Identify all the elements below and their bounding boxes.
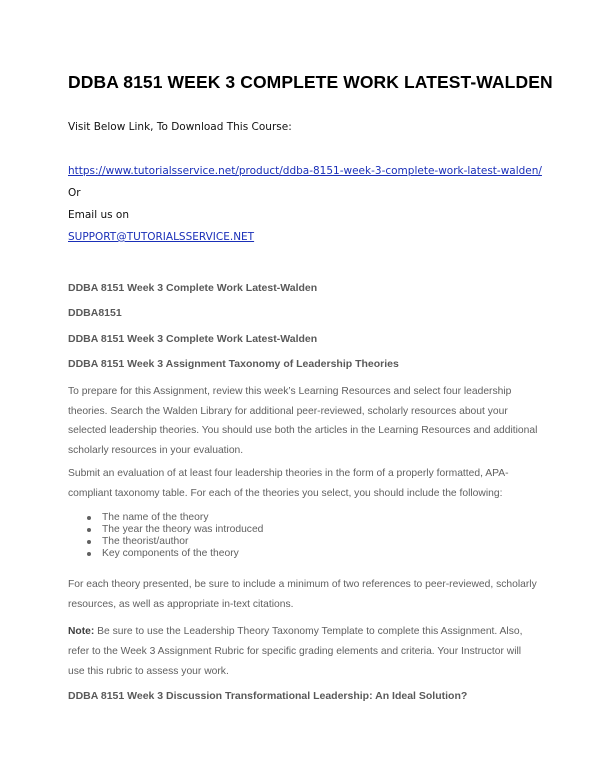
bullet-icon	[87, 540, 91, 544]
list-item-text: The theorist/author	[102, 536, 189, 547]
bullet-icon	[87, 528, 91, 532]
list-item	[87, 536, 263, 548]
course-download-link[interactable]: https://www.tutorialsservice.net/product/ddba-8151-week-3-complete-work-latest-walden/	[68, 165, 542, 177]
discussion-heading: DDBA 8151 Week 3 Discussion Transformational Leadership: An Ideal Solution?	[68, 690, 468, 702]
section-heading: DDBA 8151 Week 3 Complete Work Latest-Walden	[68, 333, 318, 345]
section-heading: DDBA 8151 Week 3 Complete Work Latest-Walden	[68, 282, 318, 294]
document-title: DDBA 8151 WEEK 3 COMPLETE WORK LATEST-WALDEN	[68, 72, 553, 92]
list-item	[87, 548, 263, 560]
or-text: Or	[68, 187, 81, 199]
references-paragraph: For each theory presented, be sure to include a minimum of two references to peer-reviewed, scholarly resources, as well as appropriate in-text citations.	[68, 579, 537, 610]
submission-paragraph: Submit an evaluation of at least four leadership theories in the form of a properly formatted, APA-compliant taxonomy table. For each of the theories you select, you should include the following:	[68, 468, 509, 499]
note-label: Note:	[68, 626, 95, 637]
requirements-list	[87, 512, 263, 560]
assignment-heading: DDBA 8151 Week 3 Assignment Taxonomy of Leadership Theories	[68, 358, 399, 370]
assignment-instructions-paragraph: To prepare for this Assignment, review this week’s Learning Resources and select four leadership theories. Search the Walden Library for additional peer-reviewed, scholarly resources about your selected leadership theories. You should use both the articles in the Learning Resources and additional scholarly resources in your evaluation.	[68, 386, 538, 456]
bullet-icon	[87, 516, 91, 520]
note-paragraph	[68, 622, 538, 682]
list-item	[87, 512, 263, 524]
note-text: Be sure to use the Leadership Theory Taxonomy Template to complete this Assignment. Also, refer to the Week 3 Assignment Rubric for specific grading elements and criteria. Your Instructor will use this rubric to assess your work.	[68, 626, 523, 677]
list-item	[87, 524, 263, 536]
list-item-text: The year the theory was introduced	[102, 524, 264, 535]
bullet-icon	[87, 552, 91, 556]
support-email-link[interactable]: SUPPORT@TUTORIALSSERVICE.NET	[68, 231, 255, 243]
email-text: Email us on	[68, 209, 130, 221]
course-code-heading: DDBA8151	[68, 307, 122, 319]
visit-text: Visit Below Link, To Download This Course:	[68, 121, 292, 133]
list-item-text: The name of the theory	[102, 512, 209, 523]
list-item-text: Key components of the theory	[102, 548, 239, 559]
